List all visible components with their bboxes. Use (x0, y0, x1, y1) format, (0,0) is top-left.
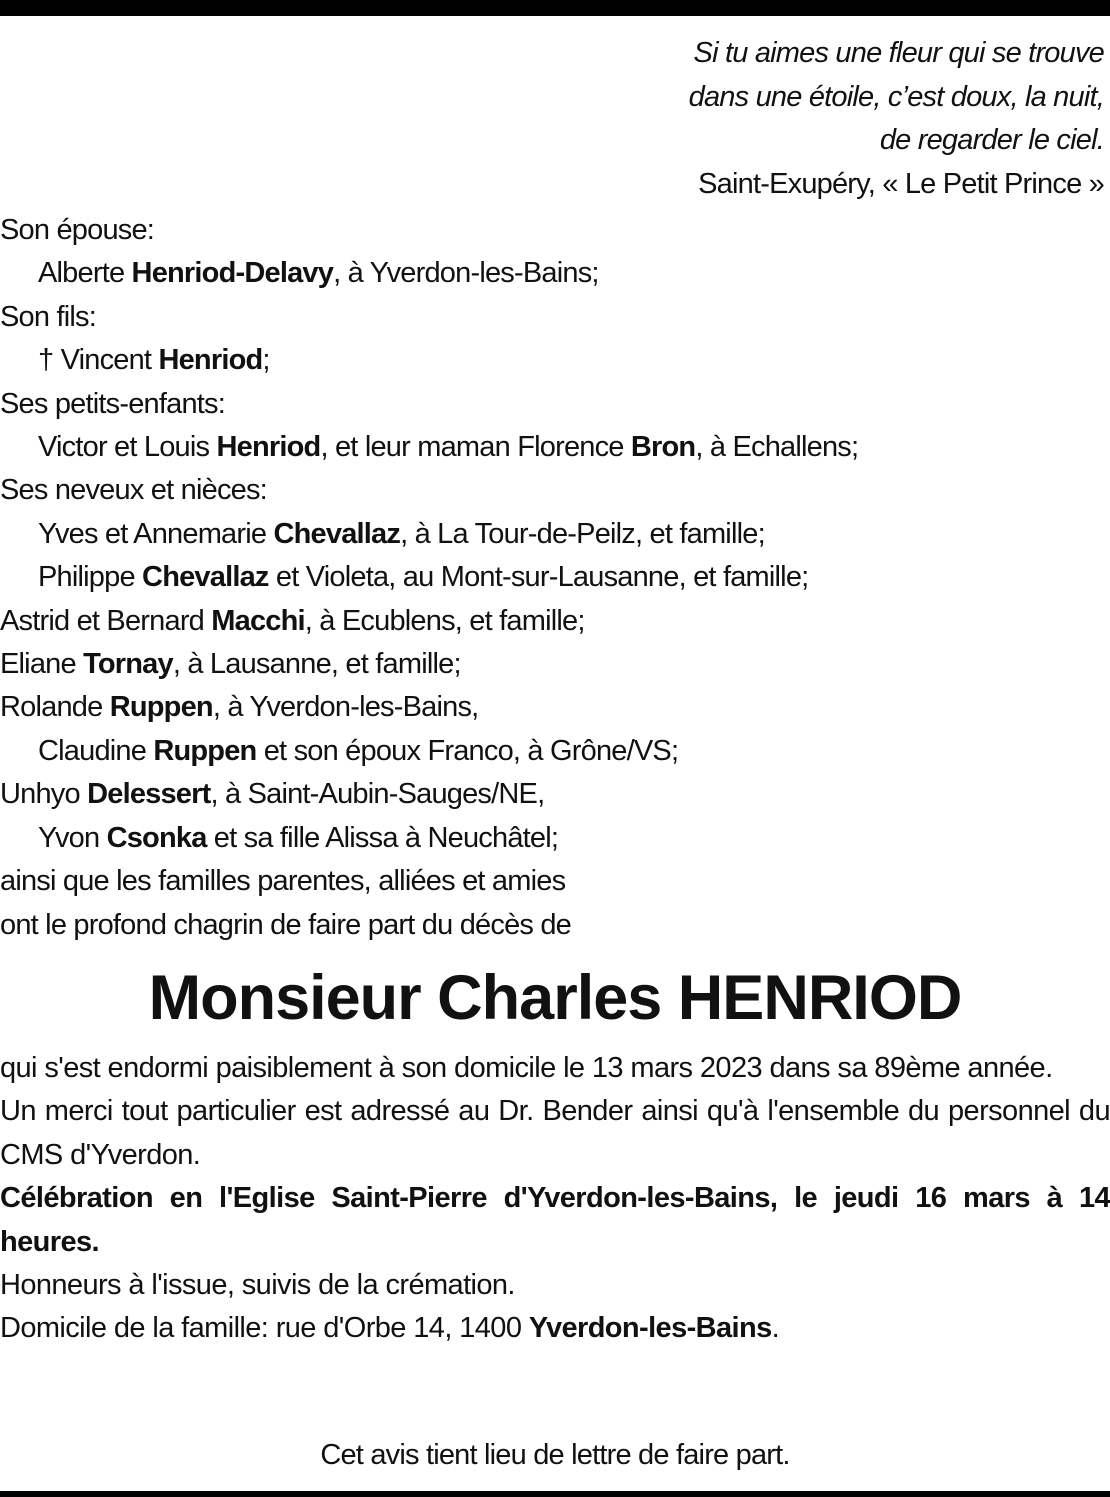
footer-note: Cet avis tient lieu de lettre de faire part. (320, 1439, 790, 1471)
surname: Bron (630, 431, 696, 464)
surname: Chevallaz (273, 517, 401, 550)
bottom-border-rule (0, 1491, 1110, 1497)
address-city: Yverdon-les-Bains (528, 1312, 772, 1345)
ceremony-paragraph: Célébration en l'Eglise Saint-Pierre d'Yverdon-les-Bains, le jeudi 16 mars à 14 heures. (0, 1182, 1110, 1258)
top-border-rule (0, 0, 1110, 16)
address-period: . (771, 1312, 780, 1345)
surname: Macchi (211, 604, 305, 637)
family-address-line (0, 1307, 1110, 1350)
family-member-line (0, 426, 1110, 469)
member-text: , et leur maman Florence (320, 431, 631, 464)
quote-attribution: Saint-Exupéry, « Le Petit Prince » (698, 167, 1104, 200)
surname: Henriod-Delavy (131, 257, 334, 290)
given-name: † Vincent (38, 344, 159, 377)
family-member-line (0, 513, 1110, 556)
member-location: , à Saint-Aubin-Sauges/NE, (210, 778, 545, 811)
surname: Henriod (158, 344, 263, 377)
closing-line: ont le profond chagrin de faire part du décès de (0, 908, 572, 941)
surname: Ruppen (109, 691, 213, 724)
given-name: Alberte (38, 257, 132, 290)
honours-line: Honneurs à l'issue, suivis de la crémation. (0, 1269, 515, 1302)
member-location: ; (262, 344, 270, 377)
given-name: Astrid et Bernard (0, 604, 212, 637)
given-name: Unhyo (0, 778, 88, 811)
quote-line: dans une étoile, c’est doux, la nuit, (688, 80, 1104, 113)
family-member-line (0, 339, 1110, 382)
son-heading: Son fils: (0, 300, 96, 333)
given-name: Yves et Annemarie (38, 517, 274, 550)
member-location: , à Echallens; (695, 431, 859, 464)
deceased-name: Monsieur Charles HENRIOD (148, 963, 962, 1033)
member-location: , à La Tour-de-Peilz, et famille; (400, 517, 765, 550)
surname: Delessert (87, 778, 211, 811)
member-location: , à Ecublens, et famille; (304, 604, 585, 637)
member-location: et Violeta, au Mont-sur-Lausanne, et famille; (268, 561, 809, 594)
quote-line: de regarder le ciel. (879, 124, 1104, 156)
given-name: Yvon (38, 821, 107, 854)
family-member-line (0, 817, 1110, 860)
address-text: Domicile de la famille: rue d'Orbe 14, 1400 (0, 1312, 529, 1345)
thanks-paragraph: Un merci tout particulier est adressé au Dr. Bender ainsi qu'à l'ensemble du personnel du CMS d'Yverdon. (0, 1095, 1110, 1171)
notice-details (0, 1047, 1110, 1351)
family-member-line (0, 730, 1110, 773)
surname: Ruppen (153, 734, 257, 767)
given-name: Claudine (38, 734, 154, 767)
given-name: Philippe (38, 561, 143, 594)
surname: Chevallaz (142, 561, 269, 594)
epigraph-quote (689, 32, 1104, 206)
given-name: Eliane (0, 648, 84, 681)
family-member-line (0, 643, 1110, 686)
family-list (0, 209, 1110, 947)
closing-line: ainsi que les familles parentes, alliées et amies (0, 865, 566, 898)
member-location: , à Lausanne, et famille; (172, 648, 461, 681)
surname: Henriod (216, 431, 321, 464)
nephews-heading: Ses neveux et nièces: (0, 474, 267, 507)
surname: Tornay (83, 648, 173, 681)
given-name: Victor et Louis (38, 431, 217, 464)
family-member-line (0, 773, 1110, 816)
death-paragraph: qui s'est endormi paisiblement à son domicile le 13 mars 2023 dans sa 89ème année. (0, 1052, 1053, 1084)
member-location: et son époux Franco, à Grône/VS; (256, 734, 679, 767)
family-member-line (0, 556, 1110, 599)
member-location: et sa fille Alissa à Neuchâtel; (206, 821, 559, 854)
family-member-line (0, 252, 1110, 295)
surname: Csonka (106, 821, 207, 854)
given-name: Rolande (0, 691, 110, 724)
family-member-line (0, 686, 1110, 729)
quote-line: Si tu aimes une fleur qui se trouve (693, 37, 1104, 69)
member-location: , à Yverdon-les-Bains, (212, 691, 479, 724)
family-member-line (0, 600, 1110, 643)
grandchildren-heading: Ses petits-enfants: (0, 387, 225, 420)
member-location: , à Yverdon-les-Bains; (333, 257, 599, 290)
spouse-heading: Son épouse: (0, 214, 155, 246)
